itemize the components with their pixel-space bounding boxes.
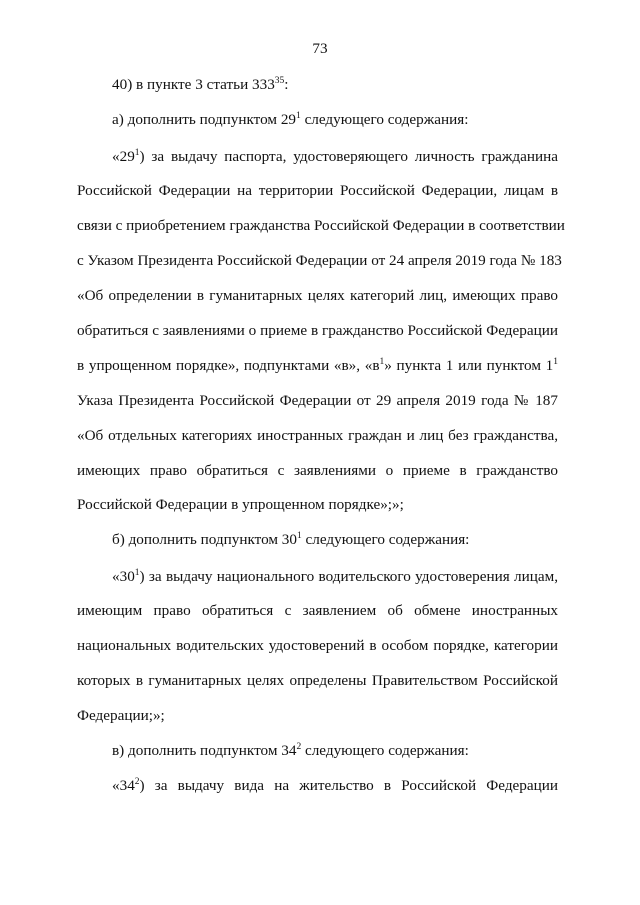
text-line: которых в гуманитарных целях определены Правительством Российской (77, 672, 558, 689)
text-line: Российской Федерации в упрощенном порядке»;»; (77, 496, 404, 513)
superscript: 1 (297, 531, 302, 541)
text-line: «Об отдельных категориях иностранных граждан и лиц без гражданства, (77, 427, 558, 444)
superscript: 1 (553, 357, 558, 367)
superscript: 1 (134, 568, 140, 578)
text-line (112, 146, 558, 168)
text-line: обратиться с заявлениями о приеме в гражданство Российской Федерации (77, 322, 558, 339)
text-line (112, 529, 558, 551)
text-line: национальных водительских удостоверений в особом порядке, категории (77, 637, 558, 654)
line-text: в упрощенном порядке», подпунктами «в», «в (77, 357, 380, 374)
text-line (112, 74, 558, 96)
text-line: связи с приобретением гражданства Российской Федерации в соответствии (77, 217, 565, 234)
line-text: б) дополнить подпунктом 30 (112, 531, 297, 548)
line-text: следующего содержания: (300, 111, 469, 128)
line-text: » пункта 1 или пунктом 1 (384, 357, 554, 374)
line-text: следующего содержания: (301, 742, 469, 759)
line-text: 40) в пункте 3 статьи 333 (112, 76, 275, 93)
text-line: «Об определении в гуманитарных целях категорий лиц, имеющих право (77, 287, 558, 304)
text-line (77, 355, 558, 377)
page-number: 73 (312, 40, 328, 57)
line-text: следующего содержания: (301, 531, 470, 548)
superscript: 2 (296, 742, 302, 752)
line-text: : (284, 76, 289, 93)
text-line: Федерации;»; (77, 707, 165, 724)
superscript: 1 (379, 357, 385, 367)
line-text: а) дополнить подпунктом 29 (112, 111, 297, 128)
line-text: «34 (112, 777, 135, 794)
text-line (112, 775, 558, 797)
superscript: 35 (274, 76, 285, 86)
line-text: ) за выдачу национального водительского удостоверения лицам, (139, 568, 558, 585)
superscript: 2 (134, 777, 140, 787)
text-line (112, 109, 558, 131)
line-text: ) за выдачу паспорта, удостоверяющего личность гражданина (139, 148, 558, 165)
text-line (112, 740, 558, 762)
line-text: «30 (112, 568, 135, 585)
line-text: в) дополнить подпунктом 34 (112, 742, 297, 759)
text-line (112, 566, 558, 588)
superscript: 1 (134, 148, 140, 158)
text-line: имеющих право обратиться с заявлениями о приеме в гражданство (77, 462, 558, 479)
text-line: Российской Федерации на территории Российской Федерации, лицам в (77, 182, 558, 199)
superscript: 1 (296, 111, 301, 121)
line-text: ) за выдачу вида на жительство в Российской Федерации (139, 777, 558, 794)
text-line: Указа Президента Российской Федерации от 29 апреля 2019 года № 187 (77, 392, 558, 409)
line-text: «29 (112, 148, 135, 165)
text-line: имеющим право обратиться с заявлением об обмене иностранных (77, 602, 558, 619)
text-line: с Указом Президента Российской Федерации от 24 апреля 2019 года № 183 (77, 252, 562, 269)
